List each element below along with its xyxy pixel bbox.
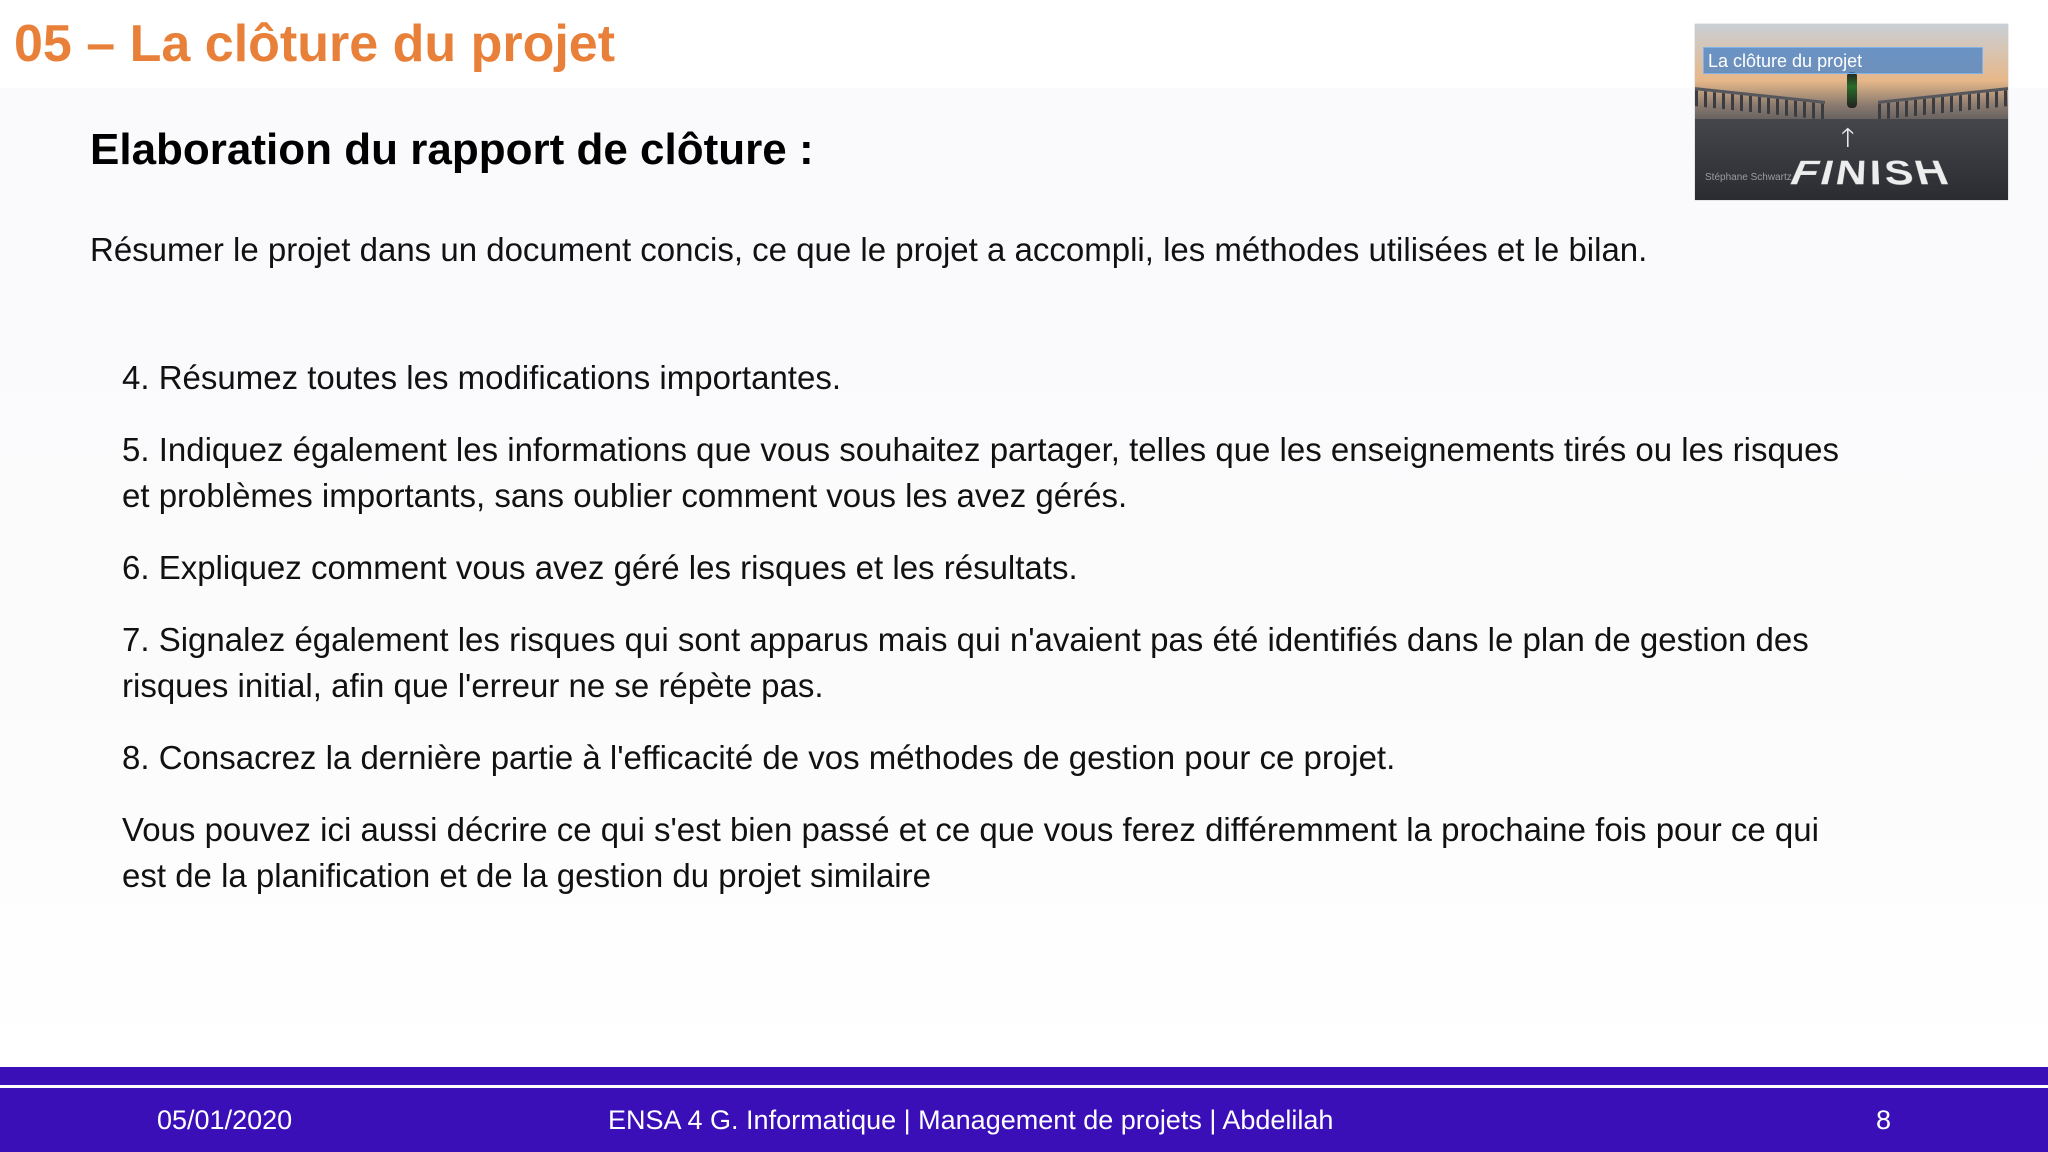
runner-figure xyxy=(1847,72,1857,108)
intro-text: Résumer le projet dans un document concis, ce que le projet a accompli, les méthodes utilisées et le bilan. xyxy=(90,231,1648,268)
section-title: 05 – La clôture du projet xyxy=(14,15,616,73)
steps-list xyxy=(122,355,1842,925)
list-item: 7. Signalez également les risques qui sont apparus mais qui n'avaient pas été identifiés dans le plan de gestion des risques initial, afin que l'erreur ne se répète pas. xyxy=(122,621,1809,704)
list-item: 4. Résumez toutes les modifications importantes. xyxy=(122,359,841,396)
guardrail-left xyxy=(1695,87,1825,120)
list-item: 6. Expliquez comment vous avez géré les risques et les résultats. xyxy=(122,549,1078,586)
thumbnail-image xyxy=(1695,24,2008,200)
page-number: 8 xyxy=(1876,1105,1892,1135)
footer-date: 05/01/2020 xyxy=(157,1105,293,1135)
footer-course-info: ENSA 4 G. Informatique | Management de projets | Abdelilah xyxy=(608,1105,1334,1135)
list-item: 8. Consacrez la dernière partie à l'efficacité de vos méthodes de gestion pour ce projet. xyxy=(122,739,1396,776)
list-item: Vous pouvez ici aussi décrire ce qui s'est bien passé et ce que vous ferez différemment la prochaine fois pour ce qui est de la planification et de la gestion du projet similaire xyxy=(122,811,1819,894)
footer-accent-bar xyxy=(0,1067,2048,1085)
slide-subtitle: Elaboration du rapport de clôture : xyxy=(90,125,814,174)
footer-bar xyxy=(0,1088,2048,1152)
finish-road-text: FINISH xyxy=(1783,154,1959,194)
thumbnail-title: La clôture du projet xyxy=(1703,47,1983,74)
guardrail-right xyxy=(1878,87,2008,120)
list-item: 5. Indiquez également les informations que vous souhaitez partager, telles que les enseignements tirés ou les risques et problèmes importants, sans oublier comment vous les avez gérés. xyxy=(122,431,1840,514)
up-arrow-icon: 🡑 xyxy=(1841,122,1855,152)
thumbnail-credit: Stéphane Schwartz xyxy=(1705,172,1792,183)
